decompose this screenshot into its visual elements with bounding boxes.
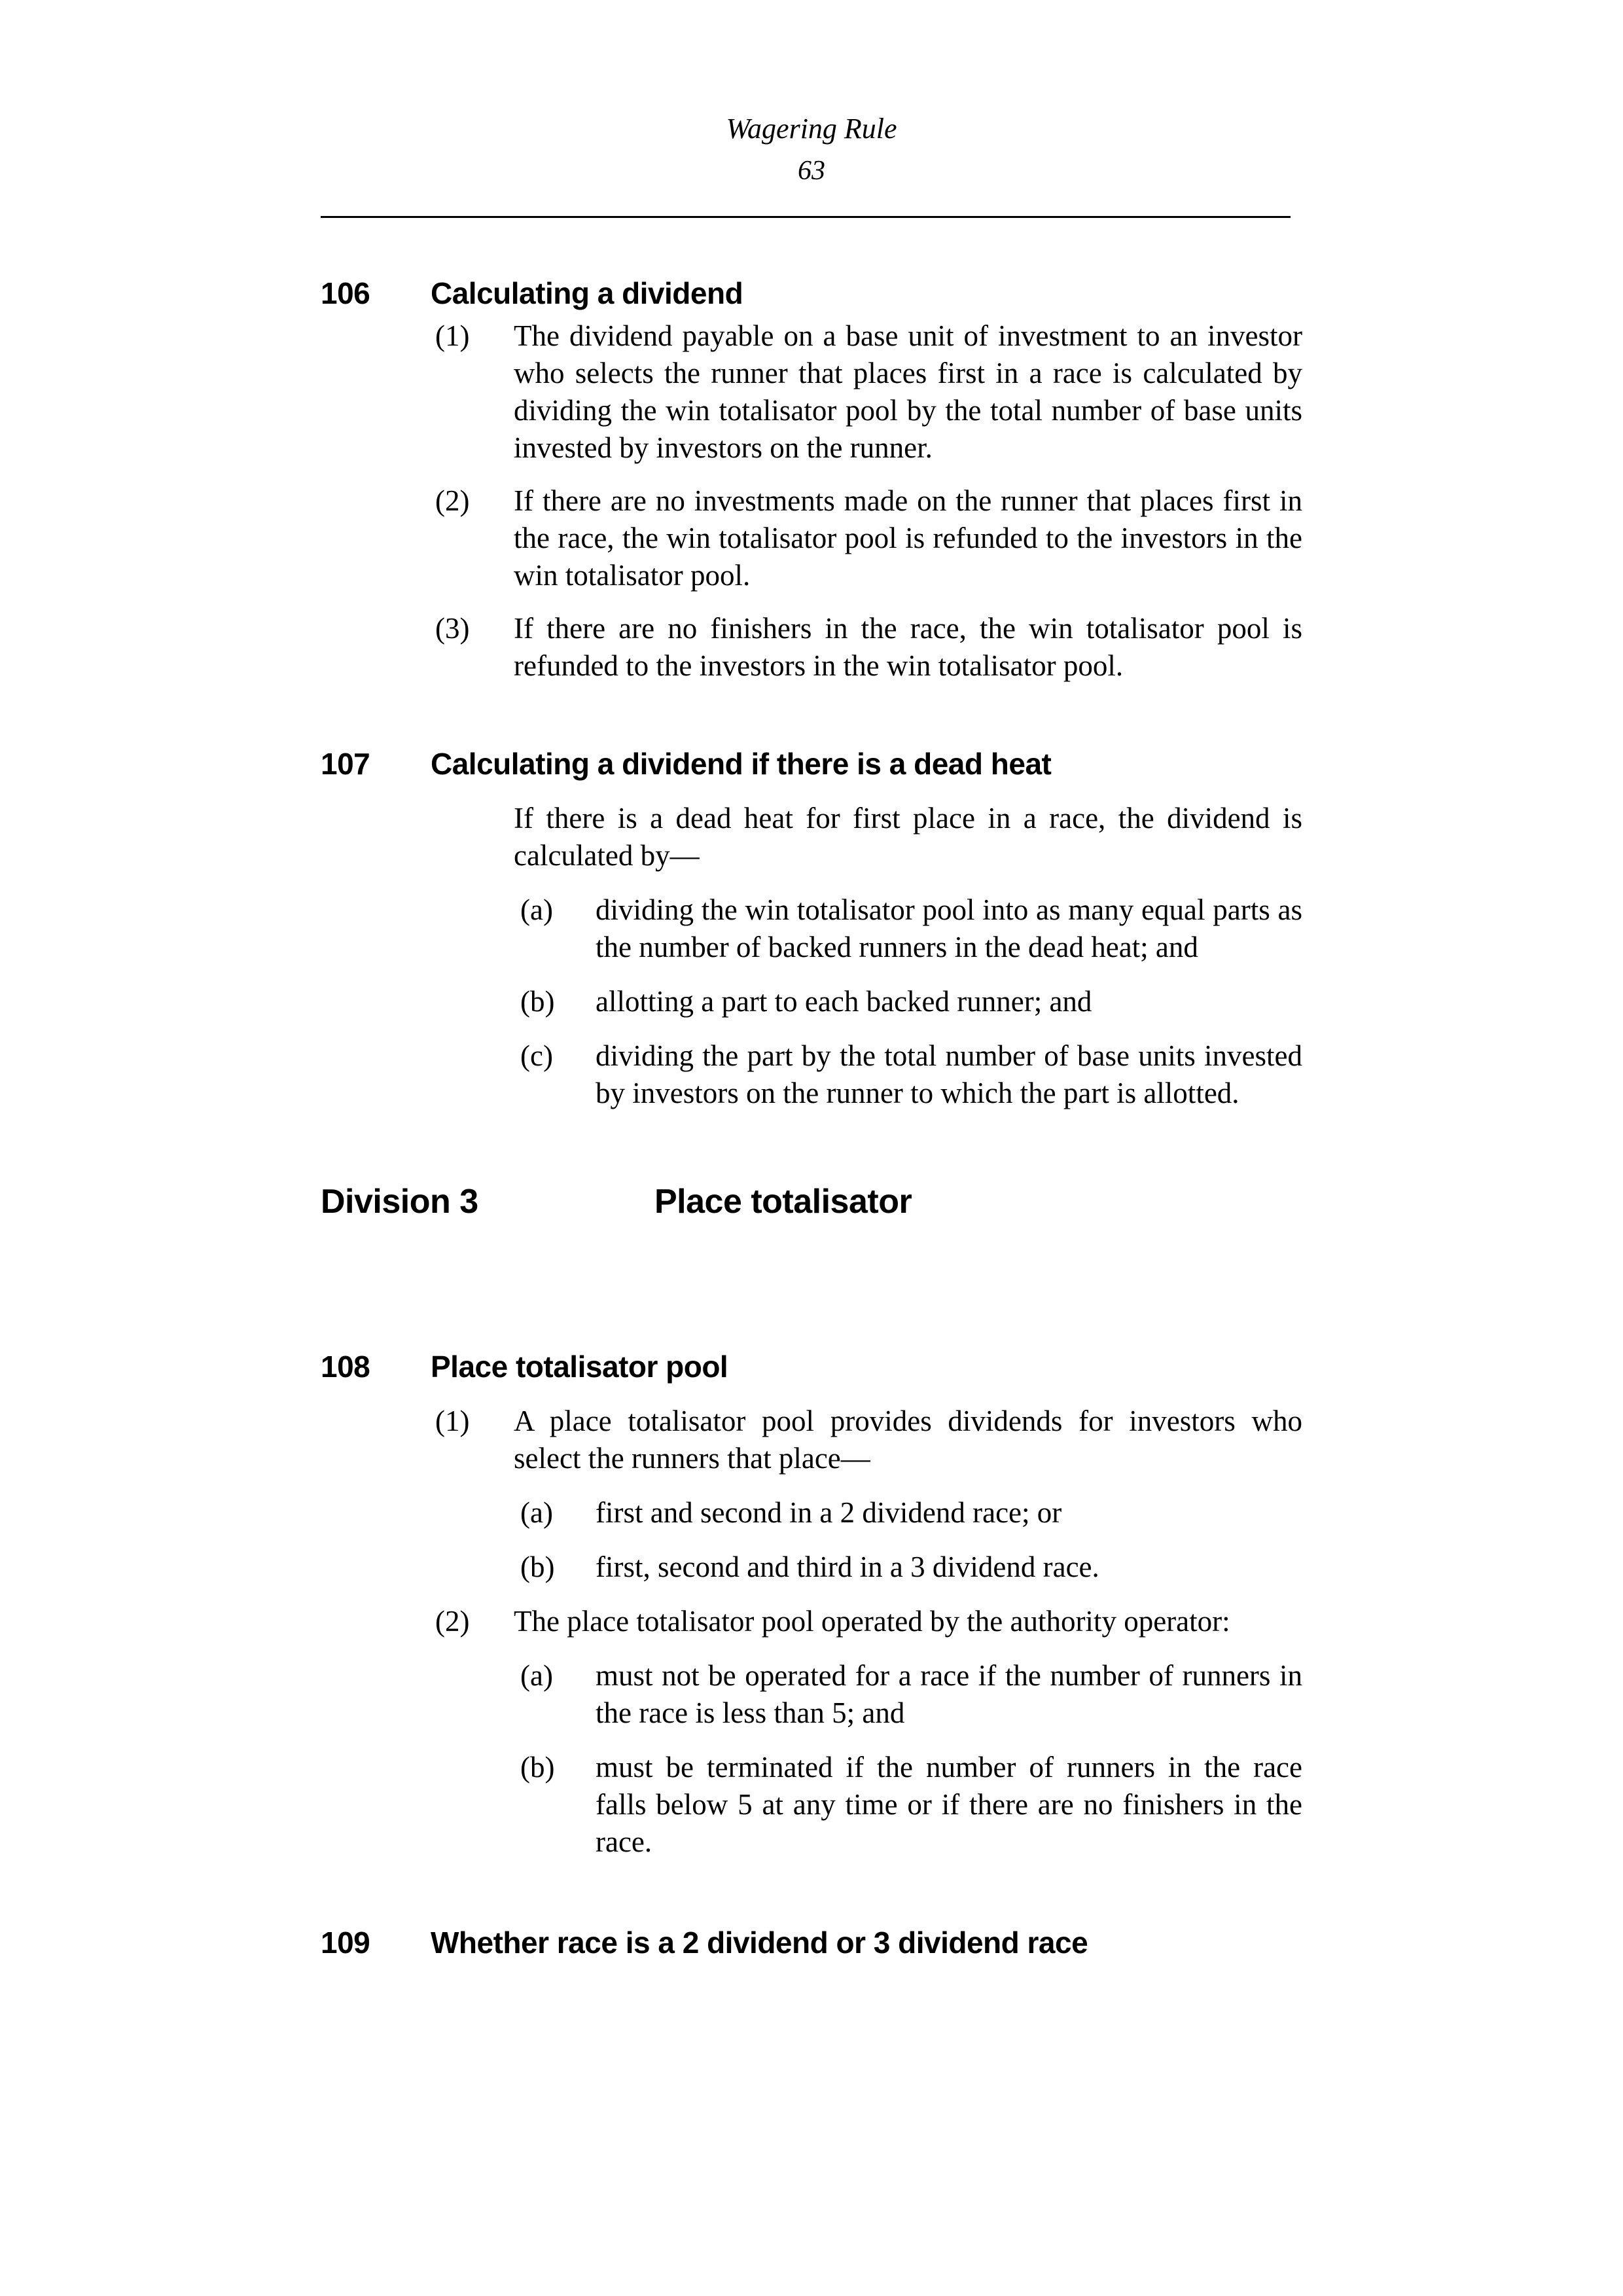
subparagraph-label: (a)	[520, 1659, 553, 1692]
subparagraph-label: (b)	[520, 1751, 555, 1784]
section-number: 109	[321, 1926, 370, 1960]
subparagraph-text: must not be operated for a race if the number of runners in the race is less than 5; and	[596, 1659, 1302, 1729]
document-body	[321, 276, 1302, 1960]
subparagraph-label: (a)	[520, 1496, 553, 1529]
paragraph-108-2	[435, 1603, 1302, 1640]
subparagraph-text: first and second in a 2 dividend race; or	[596, 1496, 1062, 1529]
subparagraph-108-1-b	[520, 1549, 1302, 1586]
paragraph-label: (3)	[435, 612, 470, 645]
paragraph-label: (2)	[435, 1605, 470, 1638]
division-title: Place totalisator	[654, 1183, 912, 1221]
section-title: Place totalisator pool	[431, 1350, 728, 1384]
subparagraph-107-b	[520, 983, 1302, 1020]
subparagraph-108-2-a	[520, 1657, 1302, 1732]
section-number: 107	[321, 747, 370, 781]
subparagraph-text: first, second and third in a 3 dividend race.	[596, 1551, 1099, 1583]
paragraph-label: (2)	[435, 484, 470, 517]
paragraph-text: The place totalisator pool operated by the authority operator:	[514, 1605, 1230, 1638]
paragraph-label: (1)	[435, 319, 470, 352]
page-number: 63	[798, 156, 825, 186]
subparagraph-label: (b)	[520, 985, 555, 1018]
section-109-heading	[321, 1925, 1302, 1960]
subparagraph-107-a	[520, 891, 1302, 966]
running-title: Wagering Rule	[726, 113, 897, 145]
paragraph-text: The dividend payable on a base unit of investment to an investor who selects the runner that places first in a race is calculated by dividing the win totalisator pool by the total number of base units invested by investors on the runner.	[514, 319, 1302, 464]
subparagraph-text: allotting a part to each backed runner; and	[596, 985, 1092, 1018]
paragraph-text: If there are no investments made on the runner that places first in the race, the win totalisator pool is refunded to the investors in the win totalisator pool.	[514, 484, 1302, 592]
section-108-heading	[321, 1349, 1302, 1384]
paragraph-106-1	[435, 317, 1302, 467]
subparagraph-108-1-a	[520, 1494, 1302, 1532]
section-106-heading	[321, 276, 1302, 311]
paragraph-text: A place totalisator pool provides dividends for investors who select the runners that place—	[514, 1405, 1302, 1475]
subparagraph-text: dividing the part by the total number of base units invested by investors on the runner to which the part is allotted.	[596, 1039, 1302, 1109]
subparagraph-107-c	[520, 1037, 1302, 1112]
header-rule	[321, 216, 1291, 218]
subparagraph-text: dividing the win totalisator pool into as many equal parts as the number of backed runners in the dead heat; and	[596, 893, 1302, 963]
division-heading	[321, 1181, 1302, 1222]
subparagraph-label: (c)	[520, 1039, 553, 1072]
subparagraph-text: must be terminated if the number of runners in the race falls below 5 at any time or if there are no finishers in the race.	[596, 1751, 1302, 1858]
section-number: 106	[321, 276, 370, 310]
section-title: Calculating a dividend if there is a dead heat	[431, 747, 1052, 781]
subparagraph-108-2-b	[520, 1749, 1302, 1861]
paragraph-text: If there are no finishers in the race, the win totalisator pool is refunded to the investors in the win totalisator pool.	[514, 612, 1302, 682]
division-label: Division 3	[321, 1183, 478, 1221]
paragraph-label: (1)	[435, 1405, 470, 1437]
page-header	[0, 0, 1623, 218]
subparagraph-label: (a)	[520, 893, 553, 926]
paragraph-108-1	[435, 1403, 1302, 1477]
section-107-heading	[321, 746, 1302, 781]
section-number: 108	[321, 1350, 370, 1384]
paragraph-107-intro: If there is a dead heat for first place in a race, the dividend is calculated by—	[514, 802, 1302, 872]
section-title: Whether race is a 2 dividend or 3 dividend race	[431, 1926, 1088, 1960]
subparagraph-label: (b)	[520, 1551, 555, 1583]
section-title: Calculating a dividend	[431, 276, 743, 310]
paragraph-106-3	[435, 610, 1302, 685]
paragraph-106-2	[435, 482, 1302, 594]
